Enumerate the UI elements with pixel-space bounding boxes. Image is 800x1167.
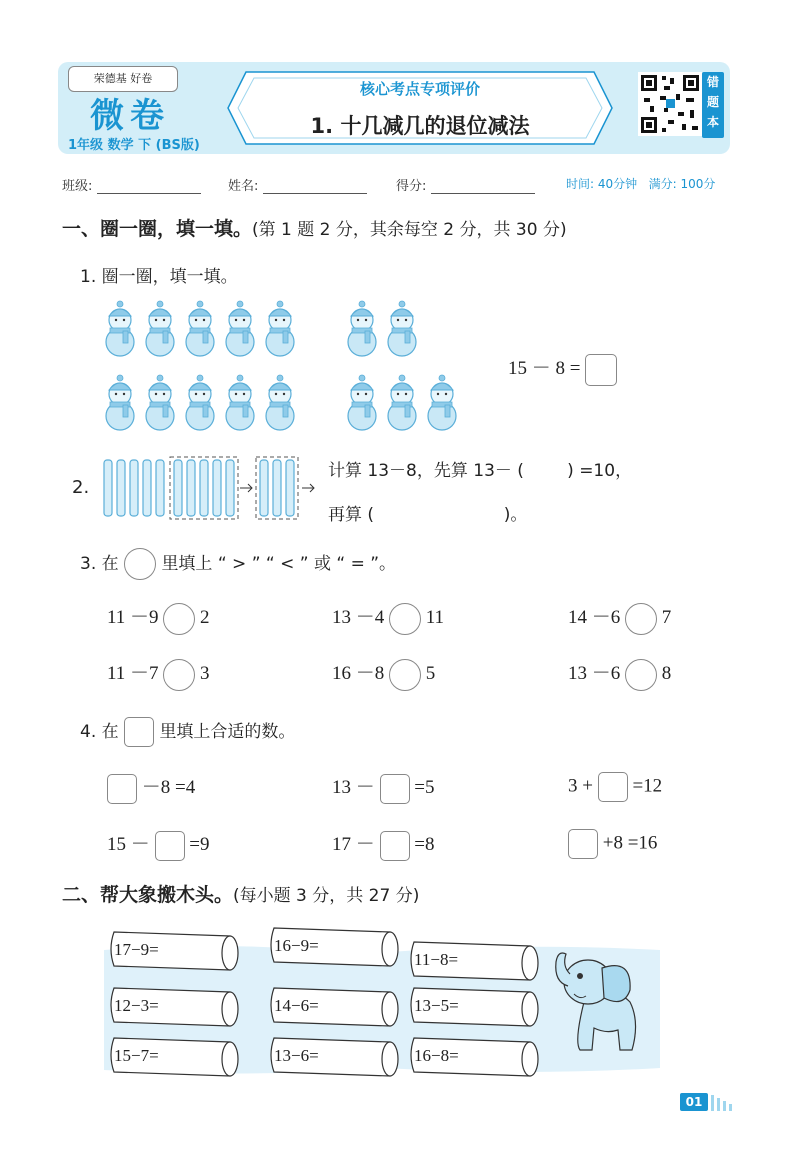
compare-circle[interactable] [625, 659, 657, 691]
log-item[interactable] [411, 942, 538, 980]
snowman-icon [106, 301, 134, 356]
snowman-icon [388, 301, 416, 356]
q3-item-right: 11 [425, 607, 445, 628]
score-label: 得分: [396, 179, 427, 194]
compare-circle[interactable] [163, 603, 195, 635]
fill-box[interactable] [380, 831, 410, 861]
q4-item [107, 829, 209, 861]
q1-equation [508, 353, 617, 386]
q3-label-pre: 3. 在 [80, 554, 119, 574]
page-number: 01 [680, 1093, 708, 1111]
name-blank[interactable] [263, 179, 367, 194]
q1-expr: 15 － 8 = [508, 358, 581, 379]
page-bars-icon [710, 1093, 738, 1111]
snowman-icon [186, 375, 214, 430]
log-item[interactable] [111, 988, 238, 1026]
log-item[interactable] [411, 1038, 538, 1076]
snowman-icon [186, 301, 214, 356]
log-end [382, 932, 398, 966]
log-item[interactable] [271, 928, 398, 966]
q3-label-post: 里填上 “ > ” “ < ” 或 “ = ”。 [161, 554, 397, 574]
q3-item [107, 658, 210, 691]
elephant-icon [544, 942, 654, 1058]
snowman-icon [348, 301, 376, 356]
q3-item [332, 658, 435, 691]
series-title: 微卷 [90, 96, 170, 136]
q4-label-post: 里填上合适的数。 [159, 722, 296, 742]
q4-item [332, 772, 434, 804]
q2-line1: 计算 13－8，先算 13－ ( ) =10， [328, 461, 633, 481]
log-end [522, 1042, 538, 1076]
q3-label [80, 548, 396, 580]
section1-title: 一、圈一圈，填一填。 [62, 218, 253, 240]
q4-sample-box [124, 717, 154, 747]
section2-heading [62, 880, 419, 907]
snowman-icon [388, 375, 416, 430]
snowmen-illustration [100, 298, 480, 438]
name-field [228, 175, 367, 194]
q3-item-left: 14 －6 [568, 607, 621, 628]
log-expression: 16−8= [414, 1046, 459, 1065]
log-expression: 13−6= [274, 1046, 319, 1065]
grade-label: 1年级 数学 下 (BS版) [68, 138, 200, 153]
log-expression: 16−9= [274, 936, 319, 955]
q4-item [568, 829, 657, 859]
log-item[interactable] [271, 1038, 398, 1076]
log-expression: 14−6= [274, 996, 319, 1015]
section1-heading [62, 214, 567, 241]
compare-circle[interactable] [625, 603, 657, 635]
q4-item-post: =5 [414, 777, 435, 798]
log-expression: 11−8= [414, 950, 459, 969]
compare-circle[interactable] [389, 603, 421, 635]
log-expression: 15−7= [114, 1046, 159, 1065]
q2-number: 2. [72, 477, 90, 498]
q1-answer-box[interactable] [585, 354, 617, 386]
q4-label-pre: 4. 在 [80, 722, 119, 742]
log-end [382, 1042, 398, 1076]
q3-item-left: 11 －9 [107, 607, 159, 628]
full-score: 满分: 100分 [648, 177, 716, 191]
score-field [396, 175, 535, 194]
class-field [62, 175, 201, 194]
log-end [222, 936, 238, 970]
compare-circle[interactable] [389, 659, 421, 691]
snowman-icon [226, 375, 254, 430]
fill-box[interactable] [107, 774, 137, 804]
sticks-illustration [100, 456, 322, 520]
log-end [222, 992, 238, 1026]
q3-item-right: 5 [425, 663, 436, 684]
wrong-book-tag: 错题本 [702, 72, 724, 138]
q4-item-post: +8 =16 [602, 832, 658, 854]
q2-line2: 再算 ( )。 [328, 505, 528, 525]
section1-note: (第 1 题 2 分，其余每空 2 分，共 30 分) [252, 220, 567, 240]
q4-label [80, 717, 295, 747]
q1-label: 1. 圈一圈，填一填。 [80, 267, 238, 287]
time-info [566, 175, 715, 192]
q3-item [107, 602, 210, 635]
log-item[interactable] [271, 988, 398, 1026]
q4-item-post: =8 [414, 834, 435, 855]
q4-item [568, 772, 662, 802]
compare-circle[interactable] [163, 659, 195, 691]
subtitle: 核心考点专项评价 [359, 80, 480, 98]
time-limit: 时间: 40分钟 [566, 177, 638, 191]
q4-item [107, 772, 195, 804]
q3-item-left: 16 －8 [332, 663, 385, 684]
snowman-icon [146, 375, 174, 430]
log-item[interactable] [111, 1038, 238, 1076]
q3-item-left: 11 －7 [107, 663, 159, 684]
q3-item-left: 13 －6 [568, 663, 621, 684]
log-end [382, 992, 398, 1026]
q4-item-pre: 13 － [332, 777, 375, 798]
class-blank[interactable] [97, 179, 201, 194]
class-label: 班级: [62, 179, 93, 194]
q3-item-right: 7 [661, 607, 672, 628]
page-title: 1. 十几减几的退位减法 [310, 114, 530, 138]
brand-logo: 荣德基 好卷 [68, 66, 178, 92]
snowman-icon [428, 375, 456, 430]
q3-item-left: 13 －4 [332, 607, 385, 628]
fill-box[interactable] [155, 831, 185, 861]
fill-box[interactable] [380, 774, 410, 804]
q3-item-right: 8 [661, 663, 672, 684]
log-expression: 13−5= [414, 996, 459, 1015]
score-blank[interactable] [431, 179, 535, 194]
log-item[interactable] [111, 932, 238, 970]
q4-item-post: =12 [632, 775, 663, 797]
q4-item [332, 829, 434, 861]
q3-item [332, 602, 444, 635]
fill-box[interactable] [598, 772, 628, 802]
name-label: 姓名: [228, 179, 259, 194]
log-end [522, 992, 538, 1026]
qr-code-icon[interactable] [638, 72, 702, 136]
section2-note: (每小题 3 分，共 27 分) [233, 886, 420, 906]
snowman-icon [146, 301, 174, 356]
q4-item-post: －8 =4 [141, 777, 196, 798]
snowman-icon [266, 301, 294, 356]
log-item[interactable] [411, 988, 538, 1026]
q4-item-pre: 17 － [332, 834, 375, 855]
q3-item-right: 3 [200, 663, 210, 684]
q4-item-post: =9 [189, 834, 210, 855]
snowman-icon [348, 375, 376, 430]
section2-title: 二、帮大象搬木头。 [62, 884, 234, 906]
q3-item-right: 2 [200, 607, 210, 628]
log-end [522, 946, 538, 980]
fill-box[interactable] [568, 829, 598, 859]
q4-item-pre: 3 + [568, 775, 593, 797]
snowman-icon [226, 301, 254, 356]
log-expression: 12−3= [114, 996, 159, 1015]
q3-sample-circle [124, 548, 156, 580]
q3-item [568, 658, 671, 691]
snowman-icon [106, 375, 134, 430]
q3-item [568, 602, 671, 635]
log-expression: 17−9= [114, 940, 159, 959]
snowman-icon [266, 375, 294, 430]
log-end [222, 1042, 238, 1076]
q4-item-pre: 15 － [107, 834, 150, 855]
